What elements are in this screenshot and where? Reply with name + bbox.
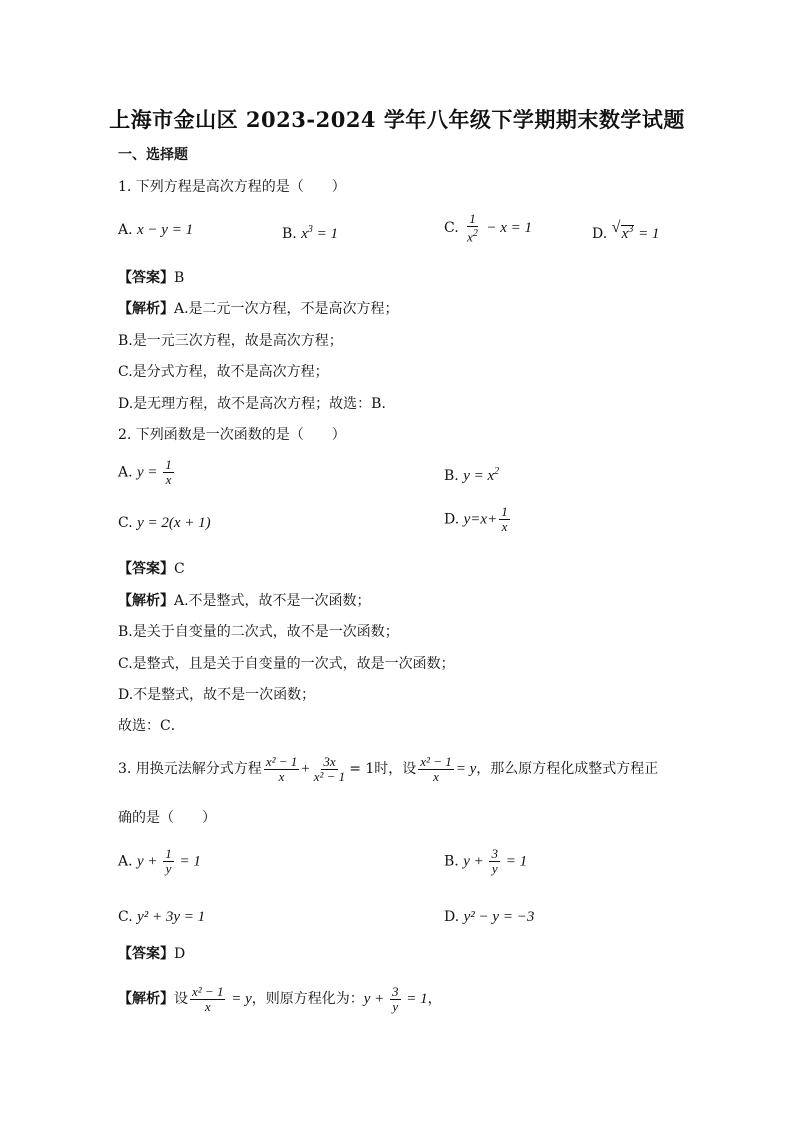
frac-num: 3x — [323, 753, 336, 769]
page-title: 上海市金山区 2023-2024 学年八年级下学期期末数学试题 — [109, 107, 685, 132]
math: y + — [363, 991, 389, 1007]
option-label: A. — [118, 464, 133, 481]
fraction — [418, 755, 453, 784]
option-label: B. — [282, 226, 297, 242]
option-label: D. — [444, 909, 460, 925]
math-exp: 3 — [628, 224, 634, 235]
q2-analysis-3: C.是整式，且是关于自变量的一次式，故是一次函数； — [118, 656, 455, 672]
q3-option-a — [118, 847, 201, 876]
fraction — [163, 458, 174, 487]
q3-option-d — [444, 907, 534, 927]
q2-analysis-5: 故选：C． — [118, 718, 185, 734]
q1-analysis-1 — [118, 299, 399, 319]
frac-den: y — [165, 861, 172, 876]
math: + — [301, 761, 310, 777]
math: − x = 1 — [486, 220, 533, 237]
math: = 1 — [175, 853, 201, 870]
frac-den: x — [165, 472, 172, 487]
option-label: D. — [444, 511, 460, 528]
math: y=x+ — [463, 511, 498, 528]
q1-answer — [118, 268, 184, 288]
q1-option-b — [282, 220, 338, 244]
answer-value: D — [174, 946, 186, 962]
q3-option-c — [118, 907, 205, 927]
frac-den: x² − 1 — [313, 768, 346, 784]
q1-option-d — [592, 220, 659, 244]
q2-analysis-1 — [118, 591, 371, 611]
option-label: A. — [118, 853, 133, 870]
section-heading: 一、选择题 — [118, 147, 188, 163]
frac-num: 3 — [491, 846, 498, 861]
fraction — [312, 755, 347, 784]
fraction — [390, 985, 401, 1014]
math: = y — [227, 991, 252, 1007]
math: y = 2(x + 1) — [137, 515, 211, 531]
fraction — [264, 755, 299, 784]
frac-num: 1 — [165, 846, 172, 861]
analysis-label: 【解析】 — [118, 593, 174, 609]
analysis-text: ，则原方程化为： — [251, 991, 364, 1007]
frac-den: x — [204, 998, 211, 1014]
answer-label: 【答案】 — [118, 946, 174, 962]
q3-stem — [118, 754, 658, 784]
frac-num: 1 — [469, 211, 476, 226]
math-exp: 3 — [307, 224, 313, 235]
fraction — [163, 847, 174, 876]
stem-text: 3. 用换元法解分式方程 — [118, 761, 262, 777]
q1-stem: 1. 下列方程是高次方程的是（ ） — [118, 179, 346, 195]
option-label: B. — [444, 468, 459, 484]
math: y = — [137, 464, 162, 481]
q1-analysis-2: B.是一元三次方程，故是高次方程； — [118, 333, 343, 349]
q1-analysis-3: C.是分式方程，故不是高次方程； — [118, 364, 329, 380]
math-exp: 2 — [472, 228, 478, 239]
option-label: B. — [444, 853, 459, 870]
option-label: A. — [118, 222, 133, 238]
frac-den: x — [433, 768, 439, 784]
math: y + — [463, 853, 488, 870]
math: = 1 — [402, 991, 428, 1007]
q2-option-d — [444, 505, 512, 534]
stem-text: = 1时，设 — [349, 761, 417, 777]
fraction — [190, 985, 225, 1014]
math — [463, 468, 499, 484]
analysis-label: 【解析】 — [118, 301, 174, 317]
q2-stem: 2. 下列函数是一次函数的是（ ） — [118, 427, 346, 443]
q3-answer — [118, 944, 185, 964]
math: y + — [137, 853, 162, 870]
q1-option-c — [444, 212, 532, 244]
frac-den: x — [278, 768, 285, 784]
frac-den: x — [501, 519, 508, 534]
math — [301, 226, 338, 242]
q2-option-a — [118, 458, 176, 487]
math-base: y = x — [463, 468, 495, 484]
fraction — [465, 212, 480, 244]
frac-den: y — [392, 998, 399, 1014]
frac-num: 1 — [501, 504, 508, 519]
q2-option-c — [118, 513, 211, 533]
q3-option-b — [444, 847, 527, 876]
math: y² − y = −3 — [463, 909, 535, 925]
option-label: C. — [118, 515, 133, 531]
frac-num: x² − 1 — [192, 983, 224, 999]
math: = 1 — [501, 853, 528, 870]
stem-text: ，那么原方程化成整式方程正 — [476, 761, 659, 777]
q3-stem-line2: 确的是（ ） — [118, 810, 216, 826]
frac-num: x² − 1 — [265, 753, 298, 769]
frac-den — [465, 227, 480, 244]
q1-analysis-4: D.是无理方程，故不是高次方程；故选：B． — [118, 396, 396, 412]
q2-answer — [118, 559, 185, 579]
option-label: C. — [444, 220, 459, 237]
q2-option-b — [444, 462, 499, 486]
option-label: C. — [118, 909, 133, 925]
answer-value: B — [174, 270, 185, 286]
q2-analysis-4: D.不是整式，故不是一次函数； — [118, 687, 316, 703]
frac-den: y — [491, 861, 498, 876]
analysis-text: A.是二元一次方程，不是高次方程； — [174, 301, 399, 317]
answer-value: C — [174, 561, 185, 577]
sqrt — [612, 220, 635, 244]
frac-num: 1 — [165, 457, 172, 472]
q2-analysis-2: B.是关于自变量的二次式，故不是一次函数； — [118, 624, 399, 640]
math: = y — [455, 761, 477, 777]
math: y² + 3y = 1 — [137, 909, 206, 925]
radicand — [621, 225, 635, 242]
math-base: x — [301, 226, 308, 242]
frac-num: 3 — [392, 983, 399, 999]
analysis-label: 【解析】 — [118, 991, 174, 1007]
math-exp: 2 — [494, 466, 500, 477]
answer-label: 【答案】 — [118, 561, 174, 577]
option-label: D. — [592, 226, 608, 242]
fraction — [489, 847, 500, 876]
math-base: x — [621, 226, 629, 242]
q1-option-a — [118, 220, 193, 240]
answer-label: 【答案】 — [118, 270, 174, 286]
sqrt-icon: √ — [611, 219, 621, 236]
analysis-text: A.不是整式，故不是一次函数； — [174, 593, 371, 609]
fraction — [499, 505, 510, 534]
math-base: x — [467, 229, 473, 245]
analysis-text: ， — [427, 991, 442, 1007]
math: = 1 — [634, 226, 660, 242]
math: x − y = 1 — [137, 222, 194, 238]
math-rest: = 1 — [312, 226, 338, 242]
frac-num: x² − 1 — [420, 753, 452, 769]
q3-analysis — [118, 984, 442, 1014]
analysis-text: 设 — [174, 991, 188, 1007]
